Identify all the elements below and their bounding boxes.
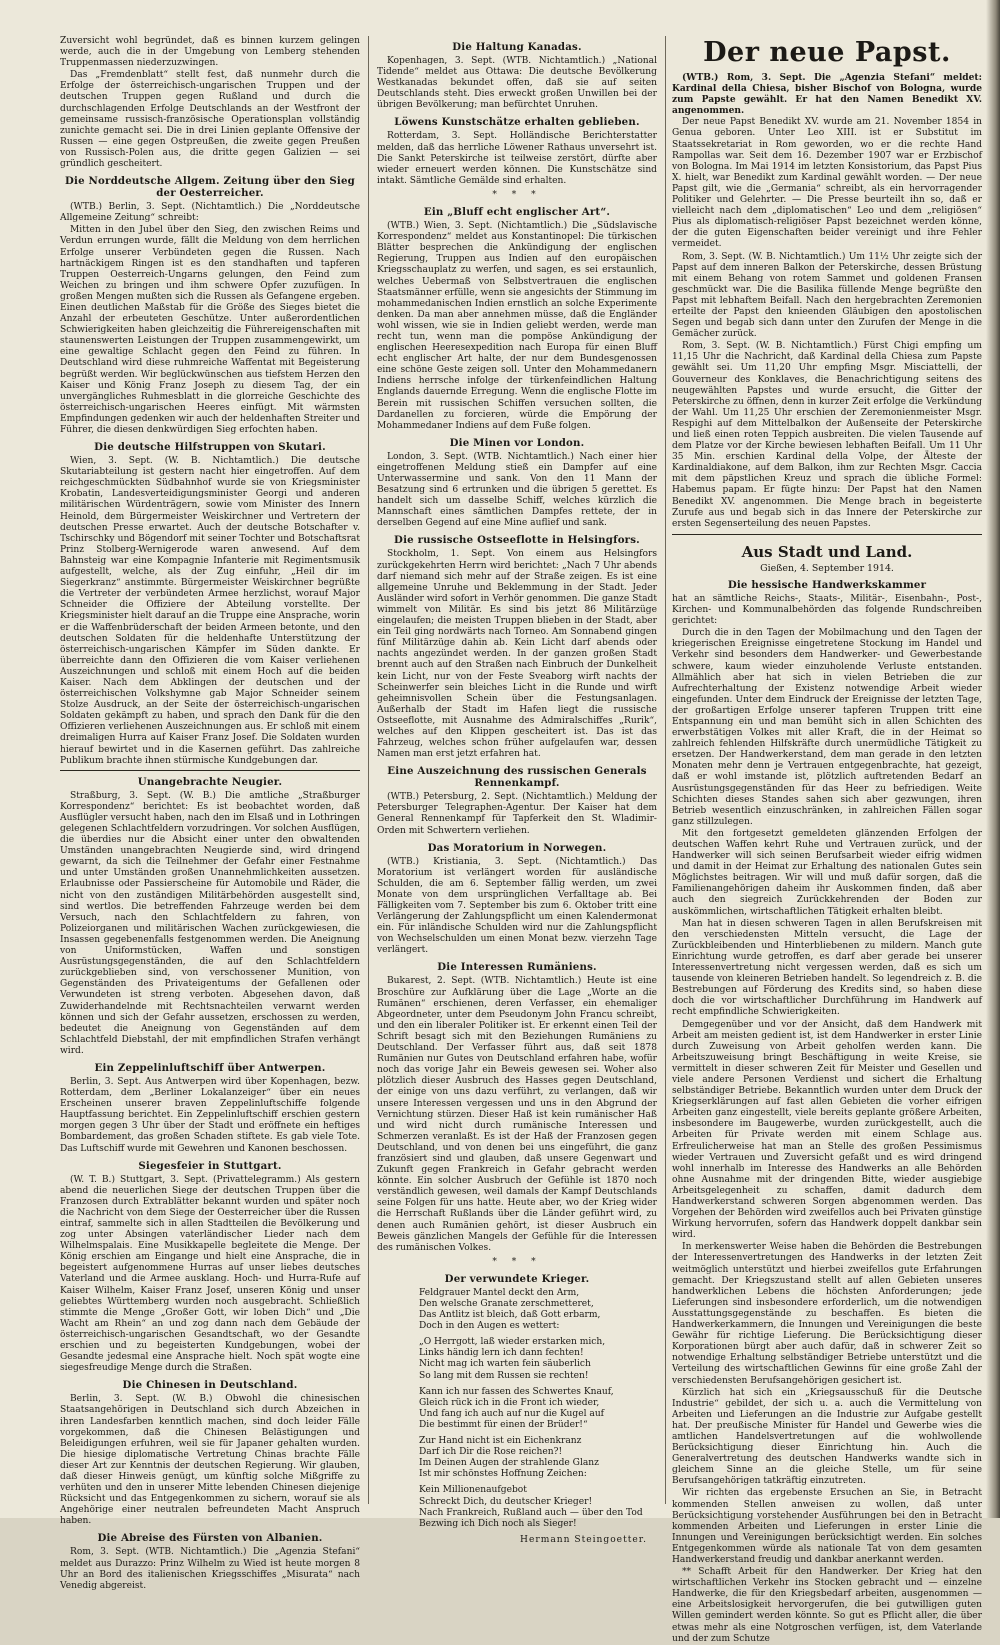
column-rule [665,36,666,1504]
dateline: Gießen, 4. September 1914. [760,562,894,574]
poem-line: Nach Frankreich, Rußland auch — über den Tod [419,1507,643,1518]
article-paragraph: Straßburg, 3. Sept. (W. B.) Die amtliche „Straßburger Korrespondenz“ berichtet: Es ist beobachtet worden, daß Ausflügler versucht haben, nach den im Elsaß und in Lothringen gelegenen Schlachtfeldern vorzudringen. Vor solchen Ausflügen, die überdies nur die Absicht einer unter den obwaltenden Umständen unangebrachten Neugierde sind, wird dringend gewarnt, da sich die Teilnehmer der Gefahr einer Festnahme und unter Umständen großen Unannehmlichkeiten aussetzen. Erlaubnisse oder Passierscheine für Automobile und Räder, die nicht von den zuständigen Militärbehörden ausgestellt sind, sind wertlos. Die betreffenden Fahrzeuge werden bei dem Versuch, nach den Schlachtfeldern zu fahren, von Polizeiorganen und militärischen Wachen zurückgewiesen, die Insassen gegebenenfalls festgenommen werden. Die Aneignung von Uniformstücken, Waffen und sonstigen Ausrüstungsgegenständen, die auf den Schlachtfeldern zurückgeblieben sind, von verschossener Munition, von Gegenständen des Privateigentums der Gefallenen oder Verwundeten ist streng verboten. Abgesehen davon, daß Zuwiderhandelnde mit Rechtsnachteilen verwarnt werden können und sich der Gefahr aussetzen, erschossen zu werden, bedeutet die Aneignung von Gegenständen auf dem Schlachtfeld Diebstahl, der mit empfindlichen Strafen verhängt wird. [60,790,360,1056]
lead-headline: Der neue Papst. [703,37,951,68]
poem-line: Gleich rück ich in die Front ich wieder, [419,1397,600,1408]
poem-line: Zur Hand nicht ist ein Eichenkranz [419,1436,582,1447]
article-headline: Die Chinesen in Deutschland. [122,1379,298,1392]
poem-line: Bezwing ich Dich noch als Sieger! [419,1518,577,1529]
poem-stanza [419,1387,657,1431]
article-paragraph: Mitten in den Jubel über den Sieg, den zwischen Reims und Verdun errungen wurde, fällt die Meldung von dem herrlichen Erfolge unserer Verbündeten gegen die Russen. Nach hartnäckigem Ringen ist es den standhaften und tapferen Truppen Oesterreich-Ungarns gelungen, den Feind zum Weichen zu bringen und ihm schwere Opfer zuzufügen. In großen Mengen mußten sich die Russen als Gefangene ergeben. Einen deutlichen Maßstab für die Größe des Sieges bietet die Anzahl der erbeuteten Geschütze. Unter außerordentlichen Schwierigkeiten haben gleichzeitig die Führereigenschaften mit staunenswerten Leistungen der Truppen zusammengewirkt, um eine gewaltige Schlacht gegen den Feind zu führen. In Deutschland wird diese ruhmreiche Waffentat mit Begeisterung begrüßt werden. Wir beglückwünschen aus tiefstem Herzen den Kaiser und König Franz Joseph zu diesem Tag, der ein unvergängliches Ruhmesblatt in die glorreiche Geschichte des österreichisch-ungarischen Heeres einfügt. Mit wärmsten Empfindungen gedenken wir auch der heldenhaften Streiter und Führer, die diesen denkwürdigen Sieg erfochten haben. [60,225,360,435]
poem-title: Der verwundete Krieger. [444,1272,590,1285]
column-rule [368,36,369,1504]
poem-line: Das Antlitz ist bleich, daß Gott erbarm, [419,1310,601,1321]
article-paragraph: Rom, 3. Sept. (W. B. Nichtamtlich.) Fürst Chigi empfing um 11,15 Uhr die Nachricht, daß Kardinal della Chiesa zum Papste gewählt sei. Um 11,20 Uhr empfing Msgr. Misciattelli, der Gouverneur des Konklaves, die Benachrichtigung seitens des neugewählten Papstes und wurde ersucht, die Gitter der Peterskirche zu öffnen, denn in kurzer Zeit erfolge die Verkündung der Wahl. Um 11,25 Uhr erschien der Zeremonienmeister Msgr. Respighi auf dem Mittelbalkon der Außenseite der Peterskirche und ließ einen roten Teppich ausbreiten. Die vielen Tausende auf dem Platze vor der Kirche bewiesen lebhaften Beifall. Um 11 Uhr 35 Min. erschien Kardinal della Volpe, der Älteste der Kardinaldiakone, auf dem Balkon, ihm zur Rechten Msgr. Caccia mit dem päpstlichen Kreuz und sprach die übliche Formel: Habemus papam. Er fügte hinzu: Der Papst hat den Namen Benedikt XV. angenommen. Die Menge brach in begeisterte Zurufe aus und begab sich in das Innere der Peterskirche zur ersten Segenserteilung des neuen Papstes. [672,341,982,529]
article-headline: Unangebrachte Neugier. [137,775,283,788]
article-paragraph: Kürzlich hat sich ein „Kriegsausschuß für die Deutsche Industrie“ gebildet, der sich u. a. auch die Vermittelung von Arbeiten und Lieferungen an die Industrie zur Aufgabe gestellt hat. Der preußische Minister für Handel und Gewerbe wies die amtlichen Handelsvertretungen auf die wohlwollende Berücksichtigung dieser Einrichtung hin. Auch die Generalvertretung des deutschen Handwerks wandte sich in gleichem Sinne an die gleiche Stelle, um für seine Berufsangehörigen tatkräftig einzutreten. [672,1387,982,1487]
article-paragraph: Wir richten das ergebenste Ersuchen an Sie, in Betracht kommenden Stellen anweisen zu wollen, daß unter Berücksichtigung vorstehender Ausführungen bei den in Betracht kommenden Arbeiten und Lieferungen in erster Linie die Innungen und Vereinigungen berücksichtigt werden. Ein solches Entgegenkommen würde als nationale Tat von dem gesamten Handwerkerstand freudig und dankbar anerkannt werden. [672,1488,982,1565]
poem-line: „O Herrgott, laß wieder erstarken mich, [419,1337,606,1348]
article-headline: Ein „Bluff echt englischer Art“. [423,206,611,219]
poem-stanza [419,1485,657,1529]
article-headline: Das Moratorium in Norwegen. [427,841,607,854]
article-paragraph: Mit den fortgesetzt gemeldeten glänzenden Erfolgen der deutschen Waffen kehrt Ruhe und Vertrauen zurück, und der Handwerker will sich seinen Berufsarbeit wieder eifrig widmen und damit in der Heimat zur Erhaltung des nationalen Gutes sein Möglichstes beitragen. Wir will und muß dafür sorgen, daß die Familienangehörigen daheim ihr Auskommen finden, daß aber auch den siegreich Zurückkehrenden der Boden zur auskömmlichen, wirtschaftlichen Tätigkeit erhalten bleibt. [672,828,982,917]
poem-line: Im Deinen Augen der strahlende Glanz [419,1458,599,1469]
poem-line: Nicht mag ich warten fein säuberlich [419,1359,591,1370]
poem-line: Den welsche Granate zerschmetteret, [419,1299,594,1309]
article-paragraph: Bukarest, 2. Sept. (WTB. Nichtamtlich.) Heute ist eine Broschüre zur Aufklärung über die Lage „Worte an die Rumänen“ erschienen, deren Verfasser, ein ehemaliger Abgeordneter, unter dem Pseudonym John Francu schreibt, und den ein liberaler Politiker ist. Er erkennt einen Teil der Schrift besagt sich mit den Beziehungen Rumäniens zu Deutschland. Der Verfasser führt aus, daß seit 1878 Rumänien nur Gutes von Deutschland erfahren habe, wofür noch das vorige Jahr ein Beweis gewesen sei. Woher also plötzlich dieser Ausbruch des Hasses gegen Deutschland, der einige von uns dazu verführt, zu verlangen, daß wir unsere Interessen vergessen und uns in den Abgrund der Vernichtung stürzen. Dieser Haß ist kein rumänischer Haß und wird nicht durch rumänische Interessen und Schmerzen veranlaßt. Es ist der Haß der Franzosen gegen Deutschland, und von denen bei uns eingeführt, die ganz französiert sind und glauben, daß unsere Gegenwart und Zukunft gegen Frankreich in Gefahr gebracht werden könnte. Ein solcher Ausbruch der Gefühle ist 1870 noch verständlich gewesen, weil damals der Kampf Deutschlands seine Folgen für uns hatte. Heute aber, wo der Krieg wider die Herrschaft Rußlands über die Länder geführt wird, zu denen auch Rumänien gehört, ist dieser Ausbruch ein Beweis gänzlichen Mangels der Gefühle für die Interessen des rumänischen Volkes. [377,976,657,1253]
divider [60,770,360,771]
lead-paragraph: (WTB.) Rom, 3. Sept. Die „Agenzia Stefani“ meldet: Kardinal della Chiesa, bisher Bischof von Bologna, wurde zum Papste gewählt. Er hat den Namen Benedikt XV. angenommen. [672,72,982,117]
article-paragraph: Kopenhagen, 3. Sept. (WTB. Nichtamtlich.) „National Tidende“ meldet aus Ottawa: Die deutsche Bevölkerung Westkanadas bekundet offen, daß sie auf seiten Deutschlands steht. Dies erweckt großen Unwillen bei der übrigen Bevölkerung; man befürchtet Unruhen. [377,56,657,111]
article-paragraph: Durch die in den Tagen der Mobilmachung und den Tagen der kriegerischen Ereignisse eingetretene Stockung im Handel und Verkehr sind besonders dem Handwerker- und Gewerbestande schwere, kaum wieder einzuholende Verluste entstanden. Allmählich aber hat sich in vielen Betrieben die zur Aufrechterhaltung der Existenz notwendige Arbeit wieder eingefunden. Unter dem Eindruck der Ereignisse der letzten Tage, der großartigen Erfolge unserer tapferen Truppen tritt eine Entspannung ein und man bemüht sich in allen Schichten des erwerbstätigen Volkes mit aller Kraft, die in der Heimat so zahlreich fehlenden Hilfskräfte durch unermüdliche Tätigkeit zu ersetzen. Der Handwerkerstand, dem man gerade in den letzten Monaten mehr denn je Vertrauen entgegenbrachte, hat gezeigt, daß er wohl imstande ist, plötzlich auftretenden Bedarf an Ausrüstungsgegenständen für das Heer zu befriedigen. Weite Schichten dieses Standes sahen sich aber gezwungen, ihren Betrieb wesentlich einzuschränken, in zahlreichen Fällen sogar ganz stillzulegen. [672,628,982,827]
article-headline: Die Abreise des Fürsten von Albanien. [97,1532,323,1545]
poem-line: Feldgrauer Mantel deckt den Arm, [419,1287,580,1298]
article-paragraph: Zuversicht wohl begründet, daß es binnen kurzem gelingen werde, auch die in der Umgebung von Lemberg stehenden Truppenmassen niederzuzwingen. [60,36,360,69]
poem-stanza [419,1337,657,1381]
article-paragraph: Demgegenüber und vor der Ansicht, daß dem Handwerk mit Arbeit am meisten gedient ist, ist dem Handwerker in erster Linie durch Zuweisung von Arbeit geholfen werden kann. Die Arbeitszuweisung bringt Beschäftigung in weite Kreise, sie vermittelt in dieser schweren Zeit für Meister und Gesellen und viele andere Personen Verdienst und sichert die Erhaltung selbständiger Betriebe. Bekanntlich wurden unter dem Druck der Kriegserklärungen auf fast allen Gebieten die vorher eifrigen Arbeiten ganz eingestellt, viele bereits geplante größere Arbeiten, insbesondere im Baugewerbe, wurden zurückgestellt, auch die Arbeiten für Private werden mit einem Schlage aus. Erfreulicherweise hat man an Stelle des großen Pessimismus wieder Vertrauen und Zuversicht gefaßt und es wird dringend wohl innerhalb im Interesse des Handwerks an alle Behörden ohne Ausnahme mit der dringenden Bitte, wieder ausgiebige Arbeitsgelegenheit zu schaffen, damit dadurch dem Handwerkerstand schweren Sorgen abgenommen werden. Das Vorgehen der Behörden wird zweifellos auch bei Privaten günstige Wirkung hervorrufen, sofern das Handwerk doppelt dankbar sein wird. [672,1019,982,1241]
column-right [672,36,982,1644]
poem-line: Darf ich Dir die Rose reichen?! [419,1447,563,1458]
article-paragraph: London, 3. Sept. (WTB. Nichtamtlich.) Nach einer hier eingetroffenen Meldung stieß ein Dampfer auf eine Unterwassermine und sank. Von den 11 Mann der Besatzung sind 6 ertrunken und die übrigen 5 gerettet. Es handelt sich um dasselbe Schiff, welches kürzlich die Mannschaft eines sämtlichen Dampfes rettete, der in derselben Gegend auf eine Mine auflief und sank. [377,451,657,529]
article-headline: Ein Zeppelinluftschiff über Antwerpen. [94,1061,326,1074]
article-paragraph: Rotterdam, 3. Sept. Holländische Berichterstatter melden, daß das herrliche Löwener Rathaus unversehrt ist. Die Sankt Peterskirche ist teilweise zerstört, dürfte aber wieder erneuert werden können. Die Kunstschätze sind intakt. Sämtliche Gemälde sind erhalten. [377,131,657,186]
poem [377,1288,657,1530]
poem-line: Schreckt Dich, du deutscher Krieger! [419,1496,593,1507]
poem-line: Kein Millionenaufgebot [419,1485,527,1496]
article-paragraph: Rom, 3. Sept. (WTB. Nichtamtlich.) Die „Agenzia Stefani“ meldet aus Durazzo: Prinz Wilhelm zu Wied ist heute morgen 8 Uhr an Bord des italienischen Kriegsschiffes „Misurata“ nach Venedig abgereist. [60,1547,360,1591]
article-paragraph: Berlin, 3. Sept. Aus Antwerpen wird über Kopenhagen, bezw. Rotterdam, dem „Berliner Lokalanzeiger“ über ein neues Erscheinen unserer braven Zeppelinluftschiffe folgende Hauptfassung berichtet. Ein Zeppelinluftschiff erschien gestern morgen gegen 3 Uhr über der Stadt und eröffnete ein heftiges Bombardement, das großen Schaden stiftete. Es gab viele Tote. Das Luftschiff wurde mit Gewehren und Kanonen beschossen. [60,1076,360,1154]
article-paragraph: (WTB.) Wien, 3. Sept. (Nichtamtlich.) Die „Südslavische Korrespondenz“ meldet aus Konstantinopel: Die türkischen Blätter besprechen die Ankündigung der englischen Regierung, Truppen aus Indien auf den europäischen Kriegsschauplatz zu werfen, und sagen, es sei erstaunlich, welches Uebermaß von Selbstvertrauen die englischen Staatsmänner erfülle, wenn sie angesichts der Stimmung im mohammedanischen Indien ernstlich an solche Experimente denken. Da man aber annehmen müsse, daß die Engländer wohl wissen, wie sie in Indien geliebt werden, werde man recht tun, wenn man die pompöse Ankündigung der englischen Heeresexpedition nach Europa für einen Bluff echt englischer Art halte, der nur dem Bundesgenossen eine schöne Geste zeigen soll. Unter den Mohammedanern Indiens herrsche infolge der türkenfeindlichen Haltung Englands dauernde Erregung. Wenn die englische Flotte im Berein mit russischen Schiffen versuchen sollten, die Dardanellen zu forcieren, würde die Empörung der Mohammedaner Indiens auf dem Fuße folgen. [377,221,657,431]
column-left [60,36,360,1591]
section-stars: * * * [492,189,542,200]
article-paragraph: (WTB.) Kristiania, 3. Sept. (Nichtamtlich.) Das Moratorium ist verlängert worden für ausländische Schulden, die am 6. September fällig werden, um zwei Monate von dem ursprünglichen Verfalltage ab. Bei Fälligkeiten vom 7. September bis zum 6. Oktober tritt eine Verlängerung der Zahlungspflicht um einen Kalendermonat ein. Für inländische Schulden wird nur die Zahlungspflicht von Wechselschulden um einen Monat bezw. vierzehn Tage verlängert. [377,856,657,956]
article-paragraph: (WTB.) Petersburg, 2. Sept. (Nichtamtlich.) Meldung der Petersburger Telegraphen-Agentur. Der Kaiser hat dem General Rennenkampf für Tapferkeit den St. Wladimir-Orden mit Schwertern verliehen. [377,792,657,836]
divider [672,534,982,535]
article-headline: Die Interessen Rumäniens. [437,961,597,974]
poem-line: Und fang ich auch auf nur die Kugel auf [419,1408,605,1419]
article-paragraph: ** Schafft Arbeit für den Handwerker. Der Krieg hat den wirtschaftlichen Verkehr ins Stocken gebracht und — einzelne Handwerke, die für den Kriegsbedarf arbeiten, ausgenommen — eine Arbeitslosigkeit hervorgerufen, die bei gutwilligen guten Willen gemindert werden könnte. So gut es Pflicht aller, die über etwas mehr als eine Notgroschen verfügen, ist, dem Vaterlande und der zum Schutze [672,1567,982,1644]
column-middle [377,36,657,1545]
article-paragraph: Berlin, 3. Sept. (W. B.) Obwohl die chinesischen Staatsangehörigen in Deutschland sich durch Abzeichen in ihren Landesfarben kenntlich machen, sind doch leider Fälle vorgekommen, daß die Chinesen Belästigungen und Beleidigungen erfuhren, weil sie für Japaner gehalten wurden. Die hiesige diplomatische Vertretung Chinas brachte Fälle dieser Art zur Kenntnis der deutschen Regierung. Wir glauben, daß dieser Hinweis genügt, um künftig solche Mißgriffe zu verhüten und den in unserer Mitte lebenden Chinesen diejenige Rücksicht und das Entgegenkommen zu sichern, worauf sie als Angehörige einer neutralen befreundeten Macht Anspruch haben. [60,1394,360,1527]
article-paragraph: Das „Fremdenblatt“ stellt fest, daß nunmehr durch die Erfolge der österreichisch-ungarischen Truppen und der deutschen Truppen gegen Rußland und durch die durchschlagenden Erfolge Deutschlands an der Westfront der gemeinsame russisch-französische Operationsplan vollständig zunichte gemacht sei. Die in drei Linien geplante Offensive der Russen — eine gegen Ostpreußen, die zweite gegen Preußen von Russisch-Polen aus, die dritte gegen Galizien — sei gründlich gescheitert. [60,70,360,170]
article-paragraph: hat an sämtliche Reichs-, Staats-, Militär-, Eisenbahn-, Post-, Kirchen- und Kommunalbehörden das folgende Rundschreiben gerichtet: [672,593,982,627]
article-headline: Die deutsche Hilfstruppen von Skutari. [94,441,326,454]
poem-line: So lang mit dem Russen sie rechten! [419,1370,589,1381]
section-stars: * * * [492,1256,542,1267]
article-headline: Siegesfeier in Stuttgart. [138,1159,282,1172]
article-paragraph: In merkenswerter Weise haben die Behörden die Bestrebungen der Interessenvertretungen des Handwerks in der letzten Zeit weitmöglich unterstützt und hierbei zweifellos gute Erfahrungen gemacht. Der Kriegszustand stellt auf allen Gebieten unseres handwerklichen Lebens die höchsten Anforderungen; jede Lieferungen sind insbesondere erforderlich, um die notwendigen Ausstattungsgegenstände zu beschaffen. Es bieten die Handwerkerkammern, die Innungen und Vereinigungen die beste Gewähr für richtige Lieferung. Die Berücksichtigung dieser Korporationen bürgt aber auch dafür, daß in schwerer Zeit so notwendige Erhaltung selbständiger Betriebe unterstützt und die Verteilung des wirtschaftlichen Gewinns für eine große Zahl der verschiedensten Berufsangehörigen gesichert ist. [672,1242,982,1386]
poem-stanza [419,1436,657,1480]
article-paragraph: Stockholm, 1. Sept. Von einem aus Helsingfors zurückgekehrten Herrn wird berichtet: „Nach 7 Uhr abends darf niemand sich mehr auf der Straße zeigen. Es ist eine allgemeine Unruhe und Beklemmung in der Stadt. Jeder Ausländer wird sofort in Verhör genommen. Die ganze Stadt wimmelt von Militär. Es sind bis jetzt 86 Militärzüge eingelaufen; die meisten Truppen blieben in der Stadt, aber ein Teil ging nordwärts nach Torneo. Am Sonnabend gingen fünf Militärzüge dahin ab. Kein Licht darf abends oder nachts angezündet werden. In der ganzen großen Stadt brennt auch auf den Straßen nach Einbruch der Dunkelheit kein Licht, nur von der Feste Sveaborg wirft nachts der Scheinwerfer sein bleiches Licht in die Runde und wirft geheimnisvollen Schein über die Festungsanlagen. Außerhalb der Stadt im Hafen liegt die russische Ostseeflotte, mit Ausnahme des Admiralschiffes „Rurik“, welches auf den Klippen gescheitert ist. Das ist das Fahrzeug, welches schon früher aufgelaufen war, dessen Namen man erst jetzt erfahren hat. [377,549,657,760]
article-headline: Löwens Kunstschätze erhalten geblieben. [394,116,640,129]
section-heading: Aus Stadt und Land. [741,542,913,561]
article-headline: Die hessische Handwerkskammer [727,578,927,591]
article-headline: Die russische Ostseeflotte in Helsingfors. [394,534,640,547]
poem-line: Die bestimmt für einen der Brüder!“ [419,1419,588,1430]
poem-author: Hermann Steingoetter. [520,1534,647,1545]
poem-line: Kann ich nur fassen des Schwertes Knauf, [419,1386,614,1397]
article-paragraph: Rom, 3. Sept. (W. B. Nichtamtlich.) Um 11½ Uhr zeigte sich der Papst auf dem inneren Balkon der Peterskirche, dessen Brüstung mit einem Behang von rotem Sammet und goldenen Fransen geschmückt war. Die die Basilika füllende Menge begrüßte den Papst mit lebhaftem Beifall. Nach den hergebrachten Zeremonien erteilte der Papst den knieenden Gläubigen den apostolischen Segen und begab sich dann unter den Zurufen der Menge in die Gemächer zurück. [672,251,982,340]
article-paragraph: (WTB.) Berlin, 3. Sept. (Nichtamtlich.) Die „Norddeutsche Allgemeine Zeitung“ schreibt: [60,202,360,224]
article-headline: Die Minen vor London. [449,436,585,449]
article-headline: Eine Auszeichnung des russischen Generals Rennenkampf. [387,765,647,790]
poem-line: Doch in den Augen es wettert: [419,1321,560,1332]
article-paragraph: (W. T. B.) Stuttgart, 3. Sept. (Privattelegramm.) Als gestern abend die neuerlichen Siege der deutschen Truppen über die Franzosen durch Extrablätter bekannt wurden und später noch die Nachricht von dem Siege der Oesterreicher über die Russen eintraf, sammelte sich in allen Stadtteilen die Bevölkerung und zog unter Absingen vaterländischer Lieder nach dem Wilhelmspalais. Eine Musikkapelle begleitete die Menge. Der König erschien am Eingange und hielt eine Ansprache, die in begeistert aufgenommene Hurras auf unser liebes deutsches Vaterland und die Armee ausklang. Hoch- und Hurra-Rufe auf Kaiser Wilhelm, Kaiser Franz Josef, unseren König und unser geliebtes Württemberg wurden noch ausgebracht. Schließlich stimmte die Menge „Großer Gott, wir loben Dich“ und „Die Wacht am Rhein“ an und zog dann nach dem Gebäude der österreichisch-ungarischen Gesandtschaft, wo der Gesandte erschien und zu begeisterten Kundgebungen, wobei der Gesandte jedesmal eine Ansprache hielt. Noch spät wogte eine siegesfreudige Menge durch die Straßen. [60,1174,360,1374]
poem-line: Links händig lern ich dann fechten! [419,1348,584,1359]
poem-line: Ist mir schönstes Hoffnung Zeichen: [419,1469,587,1480]
article-paragraph: Man hat in diesen schweren Tagen in allen Berufskreisen mit den verschiedensten Mitteln versucht, die Lage der Zurückbleibenden und Hinterbliebenen zu mildern. Manch gute Einrichtung wurde getroffen, es darf aber gerade bei unserer Interessenvertretung nicht vergessen werden, daß es sich um tausende von kleineren Betrieben handelt. So legendreich z. B. die Bestrebungen auf Förderung des Kredits sind, so haben diese doch die vor wirtschaftlicher Durchführung im Handwerk auf recht empfindliche Schwierigkeiten. [672,918,982,1018]
article-paragraph: Wien, 3. Sept. (W. B. Nichtamtlich.) Die deutsche Skutariabteilung ist gestern nacht hier eingetroffen. Auf dem reichgeschmückten Südbahnhof wurde sie von Kriegsminister Krobatin, Landesverteidigungsminister Georgi und anderen militärischen Würdenträgern, sowie vom Minister des Innern Heinold, dem Bürgermeister Weiskirchner und Vertretern der deutschen Presse erwartet. Auch der deutsche Botschafter v. Tschirschky und Bögendorf mit seiner Tochter und Botschaftsrat Prinz Stolberg-Wernigerode waren anwesend. Auf dem Bahnsteig war eine Kompagnie Infanterie mit Regimentsmusik aufgestellt, welche, als der Zug einfuhr, „Heil dir im Siegerkranz“ anstimmte. Bürgermeister Weiskirchner begrüßte die Vertreter der verbündeten Armee herzlichst, worauf Major Schneider die Offiziere der Abteilung vorstellte. Der Kriegsminister hielt darauf an die Truppe eine Ansprache, worin er die Waffenbrüderschaft der beiden Armeen betonte, und den deutschen Soldaten für die heldenhafte Unterstützung der österreichisch-ungarischen Kämpfer im Süden dankte. Er überreichte dann den Offizieren die vom Kaiser verliehenen Auszeichnungen und schloß mit einem Hoch auf die beiden Kaiser. Nach dem Abklingen der deutschen und der österreichischen Volkshymne gab Major Schneider seinem Stolze Ausdruck, an der Seite der österreichisch-ungarischen Soldaten gekämpft zu haben, und sprach den Dank für die den Offizieren verliehenen Auszeichnungen aus. Er schloß mit einem dreimaligen Hurra auf Kaiser Franz Josef. Die Soldaten wurden hierauf bewirtet und in die Kasernen geführt. Das zahlreiche Publikum brachte ihnen stürmische Kundgebungen dar. [60,456,360,766]
article-headline: Die Haltung Kanadas. [452,41,582,53]
poem-stanza [419,1288,657,1332]
article-paragraph: Der neue Papst Benedikt XV. wurde am 21. November 1854 in Genua geboren. Unter Leo XIII. ist er Substitut im Staatssekretariat in Rom geworden, wo er die rechte Hand Rampollas war. Seit dem 16. Dezember 1907 war er Erzbischof von Bologna. Im Mai 1914 im letzten Konsistorium, das Papst Pius X. hielt, war Benedikt zum Kardinal gewählt worden. — Der neue Papst gilt, wie die „Germania“ schreibt, als ein hervorragender Politiker und Gelehrter. — Die Presse beurteilt ihn so, daß er vielleicht nach dem „diplomatischen“ Leo und dem „religiösen“ Pius als diplomatisch-religiöser Papst bezeichnet werden könne, der die guten Eigenschaften beider vereinigt und ihre Fehler vermeidet. [672,117,982,250]
article-headline: Die Norddeutsche Allgem. Zeitung über den Sieg der Oesterreicher. [64,175,356,200]
